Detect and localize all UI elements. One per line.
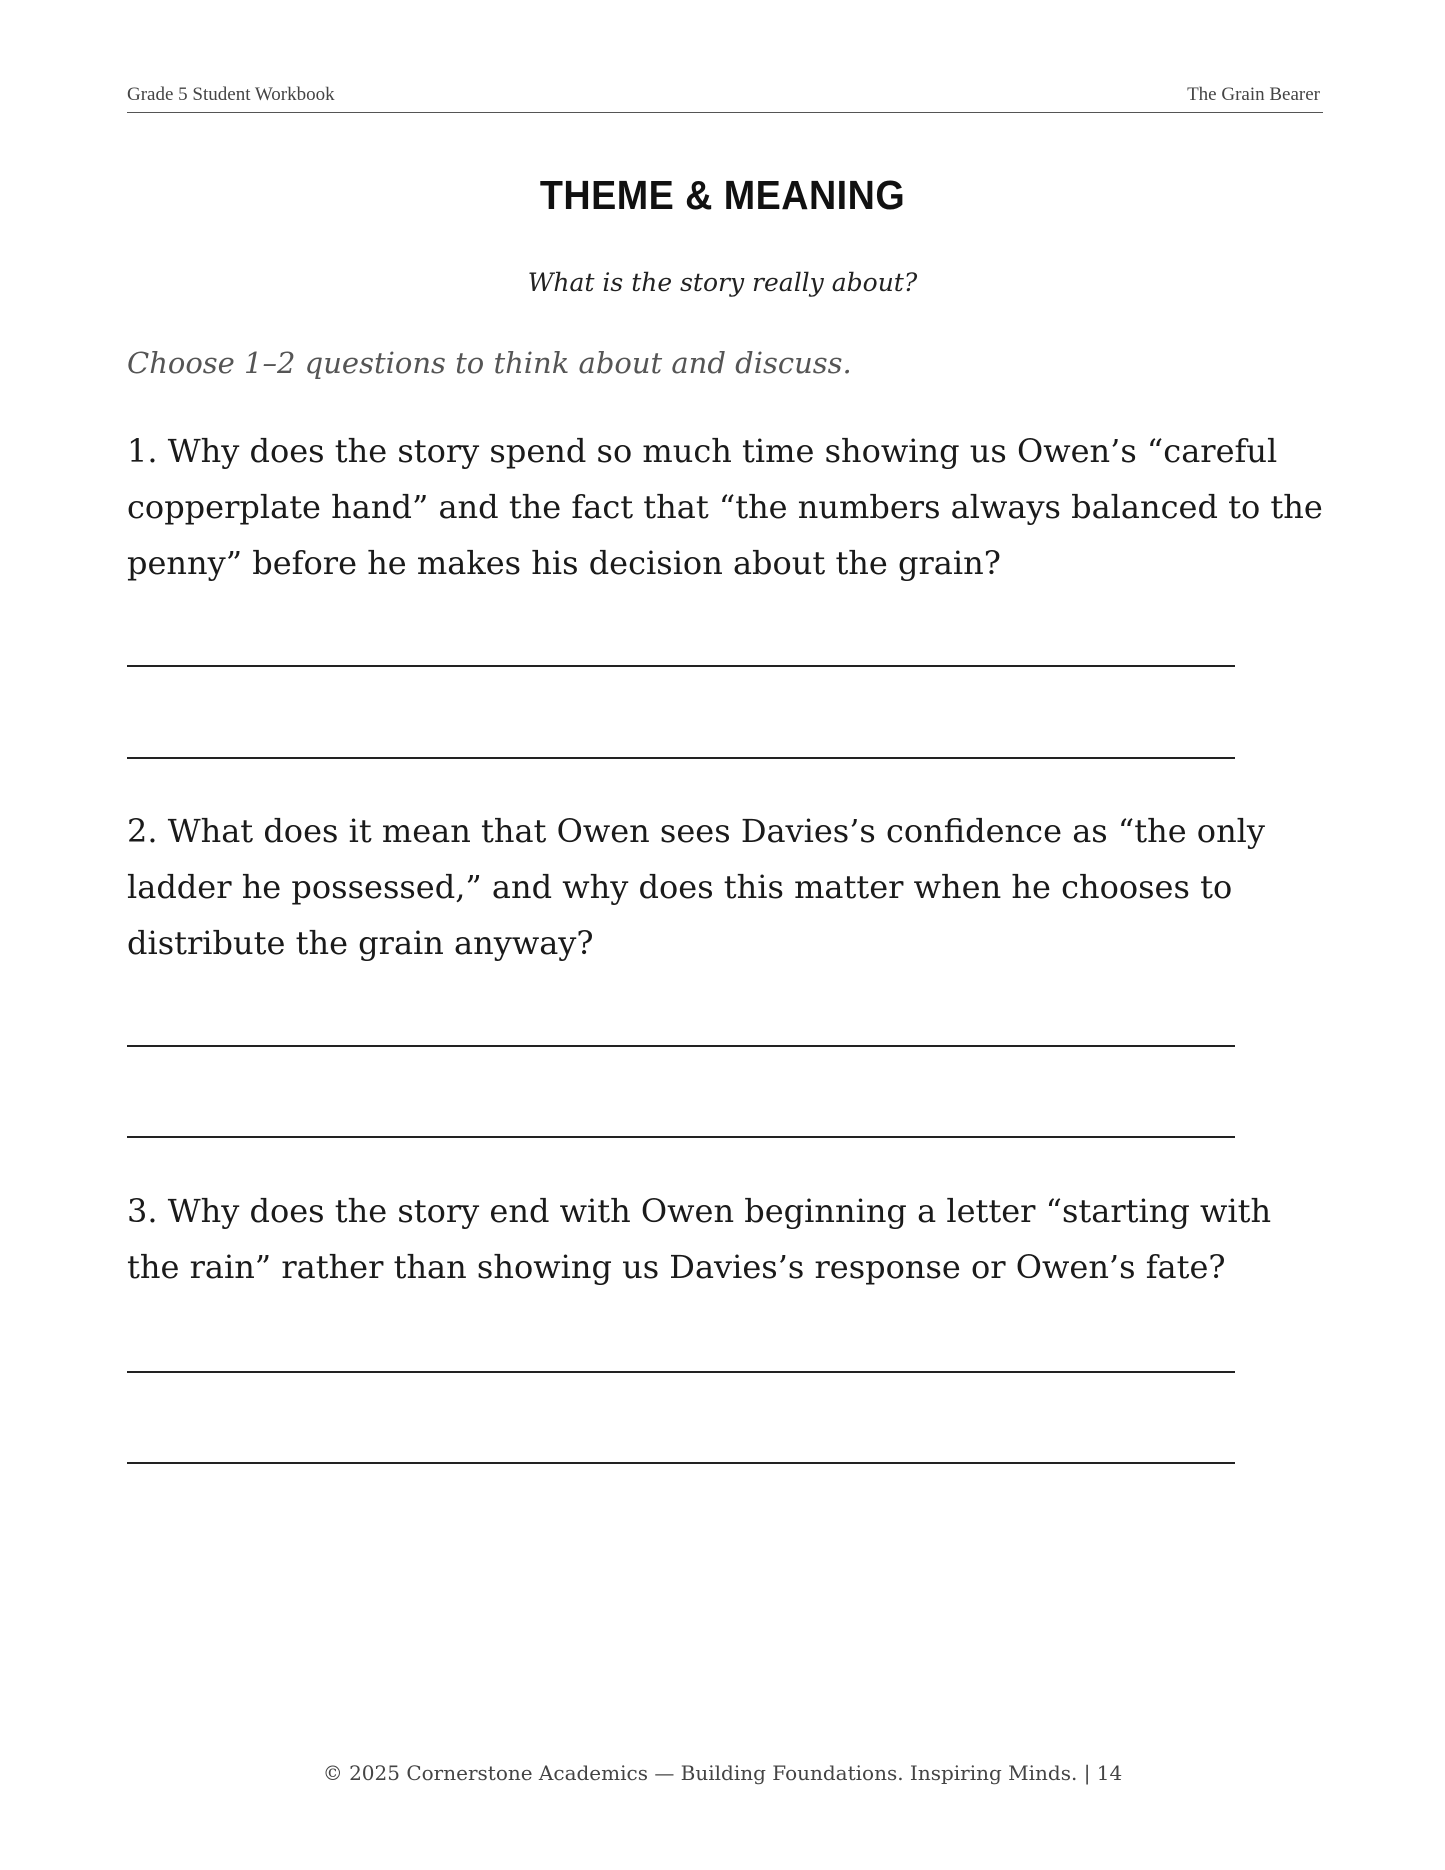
story-title-label: The Grain Bearer: [1187, 84, 1320, 105]
workbook-label: Grade 5 Student Workbook: [127, 84, 335, 105]
page-title: THEME & MEANING: [539, 172, 906, 218]
answer-line: [127, 1462, 1235, 1464]
question-3: 3. Why does the story end with Owen beginning a letter “starting with the rain” rather than showing us Davies’s response or Owen’s fate?: [127, 1192, 1272, 1286]
answer-line: [127, 1045, 1235, 1047]
question-1: 1. Why does the story spend so much time showing us Owen’s “careful copperplate hand” and the fact that “the numbers always balanced to the penny” before he makes his decision about the grain?: [127, 432, 1323, 582]
answer-line: [127, 1136, 1235, 1138]
page-header: [127, 84, 1323, 113]
answer-line: [127, 757, 1235, 759]
page-footer: © 2025 Cornerstone Academics — Building Foundations. Inspiring Minds. | 14: [322, 1761, 1123, 1785]
question-2: 2. What does it mean that Owen sees Davies’s confidence as “the only ladder he possessed,” and why does this matter when he chooses to distribute the grain anyway?: [127, 812, 1265, 962]
instruction-text: Choose 1–2 questions to think about and discuss.: [127, 346, 852, 380]
page-subtitle: What is the story really about?: [527, 268, 918, 297]
answer-line: [127, 665, 1235, 667]
answer-line: [127, 1371, 1235, 1373]
